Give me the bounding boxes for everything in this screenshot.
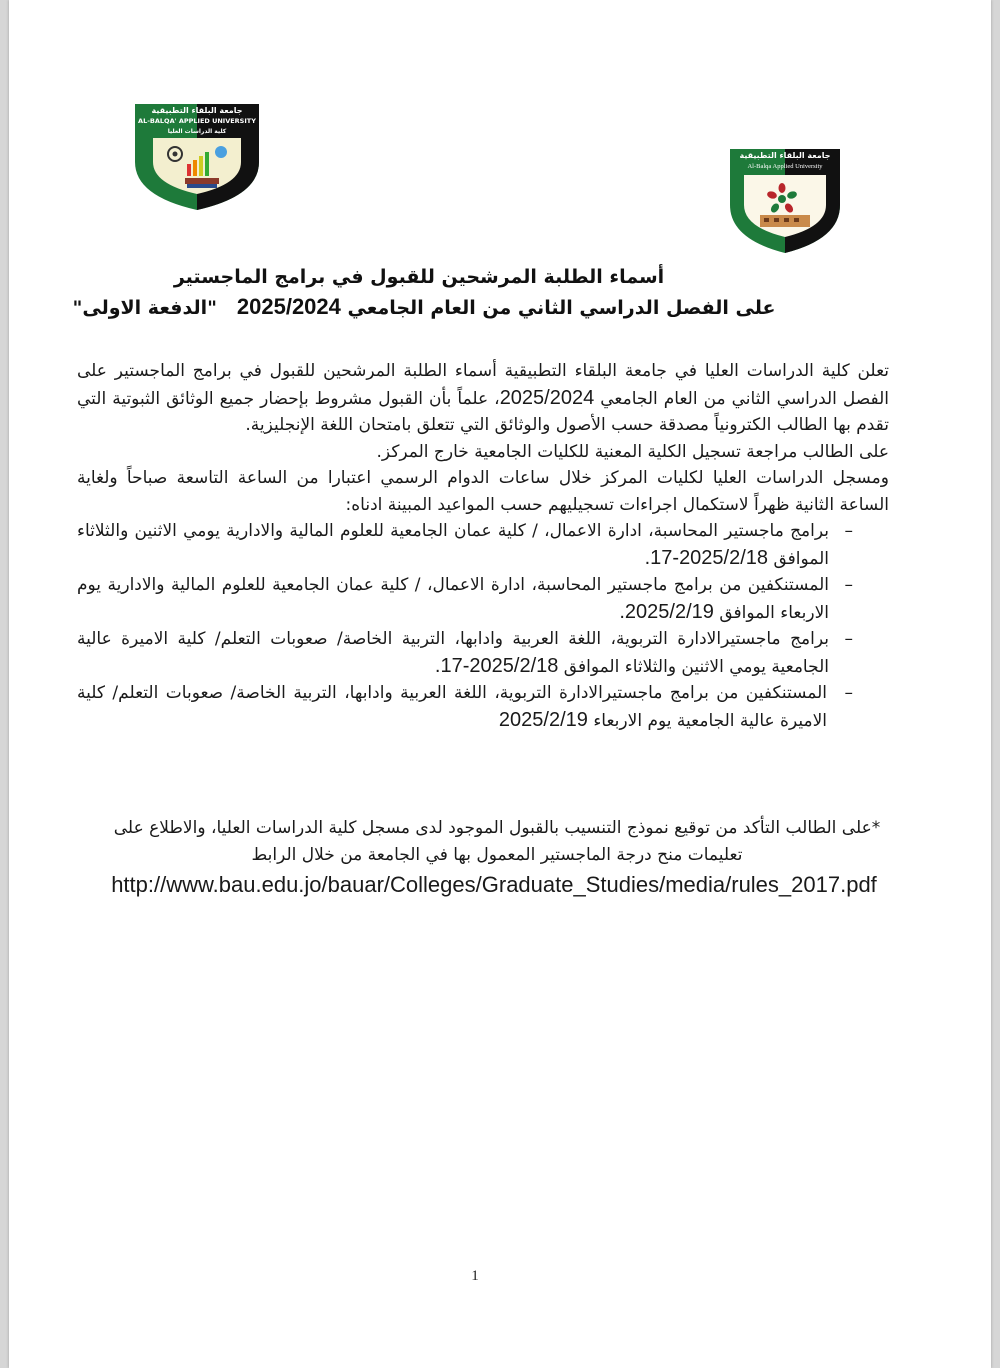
instruction-1: على الطالب مراجعة تسجيل الكلية المعنية للكليات الجامعية خارج المركز.	[376, 441, 889, 462]
svg-text:كلية الدراسات العليا: كلية الدراسات العليا	[167, 128, 227, 135]
schedule-item-date: 2025/2/18-17.	[644, 546, 769, 569]
note-paragraph	[89, 815, 905, 868]
intro-text-1: تعلن كلية الدراسات العليا في جامعة البلقاء التطبيقية أسماء الطلبة المرشحين للقبول في برامج الماجستير على الفصل الدراسي الثاني من العام الجامعي	[77, 361, 890, 409]
title-prefix: على الفصل الدراسي الثاني من العام الجامعي	[347, 297, 776, 319]
regulations-link[interactable]: http://www.bau.edu.jo/bauar/Colleges/Graduate_Studies/media/rules_2017.pdf	[111, 872, 877, 897]
university-logo	[726, 145, 844, 255]
intro-year: 2025/2024	[499, 386, 595, 409]
university-emblem-icon	[726, 145, 844, 255]
schedule-item-text: برامج ماجستيرالادارة التربوية، اللغة العربية وادابها، التربية الخاصة/ صعوبات التعلم/ كلية الاميرة عالية الجامعية يومي الاثنين والثلاثاء الموافق	[77, 629, 829, 677]
page-number: 1	[471, 1268, 479, 1284]
dash-bullet-icon: –	[844, 629, 853, 649]
schedule-item-date: 2025/2/19.	[619, 600, 714, 623]
title-line-2	[69, 292, 779, 323]
graduate-studies-logo	[131, 100, 263, 212]
announcement-body	[77, 358, 889, 734]
instruction-2: ومسجل الدراسات العليا لكليات المركز خلال ساعات الدوام الرسمي اعتبارا من الساعة التاسعة صباحاً ولغاية الساعة الثانية ظهراً لاستكمال اجراءات تسجيليهم حسب المواعيد المبينة ادناه:	[77, 468, 889, 515]
schedule-item-text: المستنكفين من برامج ماجستيرالادارة التربوية، اللغة العربية وادابها، التربية الخاصة/ صعوبات التعلم/ كلية الاميرة عالية الجامعية يوم الاربعاء	[77, 683, 827, 731]
schedule-item	[77, 680, 889, 734]
note-text: *على الطالب التأكد من توقيع نموذج التنسيب بالقبول الموجود لدى مسجل كلية الدراسات العليا، والاطلاع على تعليمات منح درجة الماجستير المعمول بها في الجامعة من خلال الرابط	[113, 818, 881, 865]
schedule-item-text: المستنكفين من برامج ماجستير المحاسبة، ادارة الاعمال، / كلية عمان الجامعية للعلوم المالية والادارية يوم الاربعاء الموافق	[77, 575, 829, 623]
intro-paragraph	[77, 358, 889, 439]
schedule-list	[77, 518, 889, 734]
schedule-item	[77, 572, 889, 626]
title-batch: "الدفعة الاولى"	[72, 297, 218, 319]
svg-text:جامعة البلقاء التطبيقية: جامعة البلقاء التطبيقية	[739, 151, 831, 160]
dash-bullet-icon: –	[844, 575, 853, 595]
svg-text:AL-BALQA' APPLIED UNIVERSITY: AL-BALQA' APPLIED UNIVERSITY	[138, 117, 256, 125]
svg-text:Al-Balqa Applied University: Al-Balqa Applied University	[747, 163, 823, 170]
schedule-item	[77, 518, 889, 572]
svg-text:جامعة البلقاء التطبيقية: جامعة البلقاء التطبيقية	[151, 106, 243, 115]
schedule-item	[77, 626, 889, 680]
title-line-1: أسماء الطلبة المرشحين للقبول في برامج الماجستير	[173, 266, 665, 288]
university-shield-icon	[131, 100, 263, 212]
document-page	[9, 0, 991, 1368]
document-title	[69, 262, 779, 323]
title-year: 2025/2024	[236, 294, 341, 319]
dash-bullet-icon: –	[844, 521, 853, 541]
schedule-item-date: 2025/2/18-17.	[434, 654, 559, 677]
schedule-item-date: 2025/2/19	[498, 708, 588, 731]
intro-text-2: ، علماً بأن القبول مشروط بإحضار جميع الوثائق الثبوتية التي تقدم بها الطالب الكترونياً مصدقة حسب الأصول والوثائق التي تتعلق بامتحان اللغة الإنجليزية.	[77, 388, 889, 435]
dash-bullet-icon: –	[844, 683, 853, 703]
schedule-item-text: برامج ماجستير المحاسبة، ادارة الاعمال، / كلية عمان الجامعية للعلوم المالية والادارية يومي الاثنين والثلاثاء الموافق	[77, 521, 829, 569]
